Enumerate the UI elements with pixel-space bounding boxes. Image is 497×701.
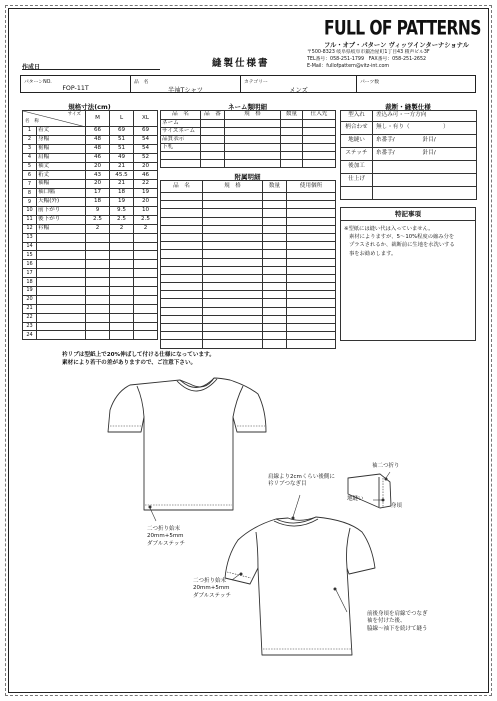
- sewing-label: 地縫い: [341, 135, 373, 148]
- measurement-value[interactable]: 2: [110, 224, 134, 233]
- item-name-value: 半袖Tシャツ: [167, 87, 204, 94]
- measurement-value[interactable]: 2.5: [86, 215, 110, 224]
- assembly-note-line: 脇線～袖下を続けて縫う: [367, 625, 428, 632]
- measurement-value[interactable]: 17: [86, 189, 110, 198]
- collar-note-line: 肩線より2cmくらい後側に: [268, 474, 335, 480]
- created-date-label: 作成日: [22, 64, 41, 71]
- accessory-table-title: 附属明細: [234, 173, 261, 181]
- measurement-name[interactable]: 着丈: [37, 127, 86, 136]
- row-number: 11: [23, 215, 37, 224]
- name-column-header: 数量: [281, 111, 303, 120]
- name-item[interactable]: 下札: [161, 144, 201, 152]
- size-column-header: L: [110, 111, 134, 127]
- row-number: 10: [23, 207, 37, 216]
- sewing-value[interactable]: 無し・有り（ ）: [373, 122, 477, 135]
- row-number: 24: [23, 331, 37, 340]
- measurement-value[interactable]: 45.5: [110, 171, 134, 180]
- rib-note-line: 衿リブは型紙上で20%伸ばして付ける仕様になっています。: [62, 352, 215, 358]
- assembly-note: [367, 611, 428, 633]
- measurement-name[interactable]: 肩幅: [37, 153, 86, 162]
- measurement-value[interactable]: 20: [134, 162, 158, 171]
- sewing-value[interactable]: 差込み可・一方方向: [373, 111, 477, 122]
- measurement-value[interactable]: 43: [86, 171, 110, 180]
- special-note-line: 事をお勧めします。: [349, 250, 397, 257]
- row-number: 4: [23, 153, 37, 162]
- back-hem-line: 二つ折り始末: [193, 578, 227, 584]
- measurement-value[interactable]: 9: [86, 207, 110, 216]
- front-hem-note: [147, 526, 185, 548]
- row-number: 12: [23, 224, 37, 233]
- name-column-header: 規 格: [225, 111, 281, 120]
- measurement-value[interactable]: 69: [110, 127, 134, 136]
- measurement-value[interactable]: 69: [134, 127, 158, 136]
- measurement-name[interactable]: 袖丈: [37, 162, 86, 171]
- pattern-no-value: FOP-11T: [62, 85, 89, 92]
- measurement-value[interactable]: 48: [86, 144, 110, 153]
- rib-note-line: 素材により若干の差がありますので、ご注意下さい。: [62, 360, 197, 367]
- sewing-label: 柄合わせ: [341, 122, 373, 135]
- row-number: 1: [23, 127, 37, 136]
- back-tshirt-drawing: [225, 517, 375, 655]
- measurement-value[interactable]: 18: [86, 198, 110, 207]
- accessory-column-header: 規 格: [203, 181, 263, 193]
- name-corner-label: 名 称: [25, 119, 39, 125]
- measurement-name[interactable]: 裾幅: [37, 144, 86, 153]
- measurement-value[interactable]: 20: [86, 162, 110, 171]
- row-number: 21: [23, 304, 37, 313]
- name-item[interactable]: 品質表示: [161, 136, 201, 144]
- accessory-column-header: 品 名: [161, 181, 203, 193]
- assembly-note-line: 前後身頃を肩線でつなぎ: [367, 611, 428, 617]
- special-note-line: プラスされるか、裁断前に生地を水洗いする: [349, 242, 455, 249]
- measurement-name[interactable]: 前下がり: [37, 207, 86, 216]
- body-note: 身頃: [391, 503, 403, 509]
- measurement-value[interactable]: 19: [134, 189, 158, 198]
- measurement-name[interactable]: 天幅(外): [37, 198, 86, 207]
- sewing-table-title: 裁断・縫製仕様: [385, 103, 431, 111]
- row-number: 15: [23, 251, 37, 260]
- size-table-title: 規格寸法(cm): [68, 103, 111, 111]
- measurement-value[interactable]: 51: [110, 135, 134, 144]
- row-number: 18: [23, 278, 37, 287]
- sewing-label: 型入れ: [341, 111, 373, 122]
- row-number: 7: [23, 180, 37, 189]
- front-hem-line: 二つ折り始末: [147, 526, 181, 532]
- size-column-header: XL: [134, 111, 158, 127]
- special-note-line: ※型紙には縫い代は入っていません。: [344, 226, 434, 232]
- back-hem-line: ダブルステッチ: [193, 592, 232, 599]
- row-number: 16: [23, 260, 37, 269]
- sewing-value[interactable]: 糸番手/ 針目/: [373, 135, 477, 148]
- row-number: 2: [23, 135, 37, 144]
- measurement-name[interactable]: 後下がり: [37, 215, 86, 224]
- accessory-column-header: 数量: [263, 181, 287, 193]
- parts-count-label: パーツ数: [360, 80, 379, 85]
- size-corner-label: サイズ: [67, 112, 81, 117]
- brand-logo: FULL OF PATTERNS: [324, 17, 481, 40]
- row-number: 13: [23, 233, 37, 242]
- measurement-value[interactable]: 2: [86, 224, 110, 233]
- row-number: 17: [23, 269, 37, 278]
- measurement-value[interactable]: 2.5: [134, 215, 158, 224]
- measurement-name[interactable]: 身幅: [37, 135, 86, 144]
- page-title: 縫製仕様書: [212, 58, 270, 69]
- name-column-header: 品 番: [201, 111, 225, 120]
- accessory-column-header: 使用個所: [287, 181, 336, 193]
- pattern-no-label: パターンNO.: [24, 80, 52, 85]
- seam-note: 地縫い: [347, 496, 364, 502]
- measurement-value[interactable]: 2: [134, 224, 158, 233]
- measurement-name[interactable]: 袖幅: [37, 180, 86, 189]
- measurement-value[interactable]: 21: [110, 162, 134, 171]
- measurement-value[interactable]: 21: [110, 180, 134, 189]
- measurement-value[interactable]: 2.5: [110, 215, 134, 224]
- category-value: メンズ: [289, 87, 308, 94]
- measurement-value[interactable]: 18: [110, 189, 134, 198]
- measurement-value[interactable]: 20: [134, 198, 158, 207]
- row-number: 3: [23, 144, 37, 153]
- brand-email: E-Mail：fullofpattern@vitz-int.com: [307, 64, 390, 69]
- name-item[interactable]: サイズネーム: [161, 128, 201, 136]
- brand-address: 〒500-8323 岐阜県岐阜市鍛冶屋町1丁目43 積声ビル3F: [307, 50, 430, 55]
- collar-note: [268, 474, 335, 489]
- measurement-value[interactable]: 19: [110, 198, 134, 207]
- measurement-name[interactable]: 袖口幅: [37, 189, 86, 198]
- row-number: 22: [23, 313, 37, 322]
- category-label: カテゴリー: [244, 80, 268, 85]
- sewing-value[interactable]: 糸番手/ 針目/: [373, 148, 477, 161]
- assembly-note-line: 袖を付けた後、: [367, 618, 406, 625]
- measurement-value[interactable]: 10: [134, 207, 158, 216]
- row-number: 14: [23, 242, 37, 251]
- measurement-value[interactable]: 22: [134, 180, 158, 189]
- name-column-header: 仕入先: [303, 111, 336, 120]
- measurement-value[interactable]: 9.5: [110, 207, 134, 216]
- measurement-value[interactable]: 46: [134, 171, 158, 180]
- front-hem-line: ダブルステッチ: [147, 540, 186, 547]
- brand-phone: TEL番号：058-251-1799 FAX番号：058-251-2652: [307, 57, 427, 62]
- name-column-header: 品 名: [161, 111, 201, 120]
- measurement-value[interactable]: 48: [86, 135, 110, 144]
- row-number: 8: [23, 189, 37, 198]
- size-column-header: M: [86, 111, 110, 127]
- row-number: 5: [23, 162, 37, 171]
- back-hem-note: [193, 578, 231, 600]
- measurement-value[interactable]: 54: [134, 135, 158, 144]
- row-number: 9: [23, 198, 37, 207]
- name-table-title: ネーム類明細: [228, 103, 267, 111]
- item-name-label: 品 名: [134, 80, 149, 85]
- sewing-label: ステッチ: [341, 148, 373, 161]
- cuff-note: 袖二つ折り: [372, 463, 400, 469]
- back-hem-line: 20mm+5mm: [193, 585, 230, 592]
- front-tshirt-drawing: [108, 378, 266, 510]
- collar-note-line: 衿リブつなぎ目: [268, 481, 307, 488]
- measurement-name[interactable]: 衿幅: [37, 224, 86, 233]
- name-item[interactable]: ネーム: [161, 120, 201, 128]
- special-notes-title: 特記事項: [341, 208, 475, 221]
- measurement-value[interactable]: 46: [86, 153, 110, 162]
- measurement-value[interactable]: 49: [110, 153, 134, 162]
- measurement-value[interactable]: 66: [86, 127, 110, 136]
- measurement-value[interactable]: 51: [110, 144, 134, 153]
- row-number: 23: [23, 322, 37, 331]
- row-number: 6: [23, 171, 37, 180]
- measurement-value[interactable]: 54: [134, 144, 158, 153]
- row-number: 19: [23, 287, 37, 296]
- front-hem-line: 20mm+5mm: [147, 533, 184, 540]
- measurement-value[interactable]: 20: [86, 180, 110, 189]
- measurement-value[interactable]: 52: [134, 153, 158, 162]
- special-note-line: 素材によりますが、5～10%程度の縮み分を: [349, 234, 455, 241]
- sewing-label: 仕上げ: [341, 174, 373, 187]
- brand-subtitle: フル・オブ・パターン ヴィッツインターナショナル: [324, 42, 469, 49]
- sewing-label: 後加工: [341, 161, 373, 174]
- row-number: 20: [23, 295, 37, 304]
- measurement-name[interactable]: 裄丈: [37, 171, 86, 180]
